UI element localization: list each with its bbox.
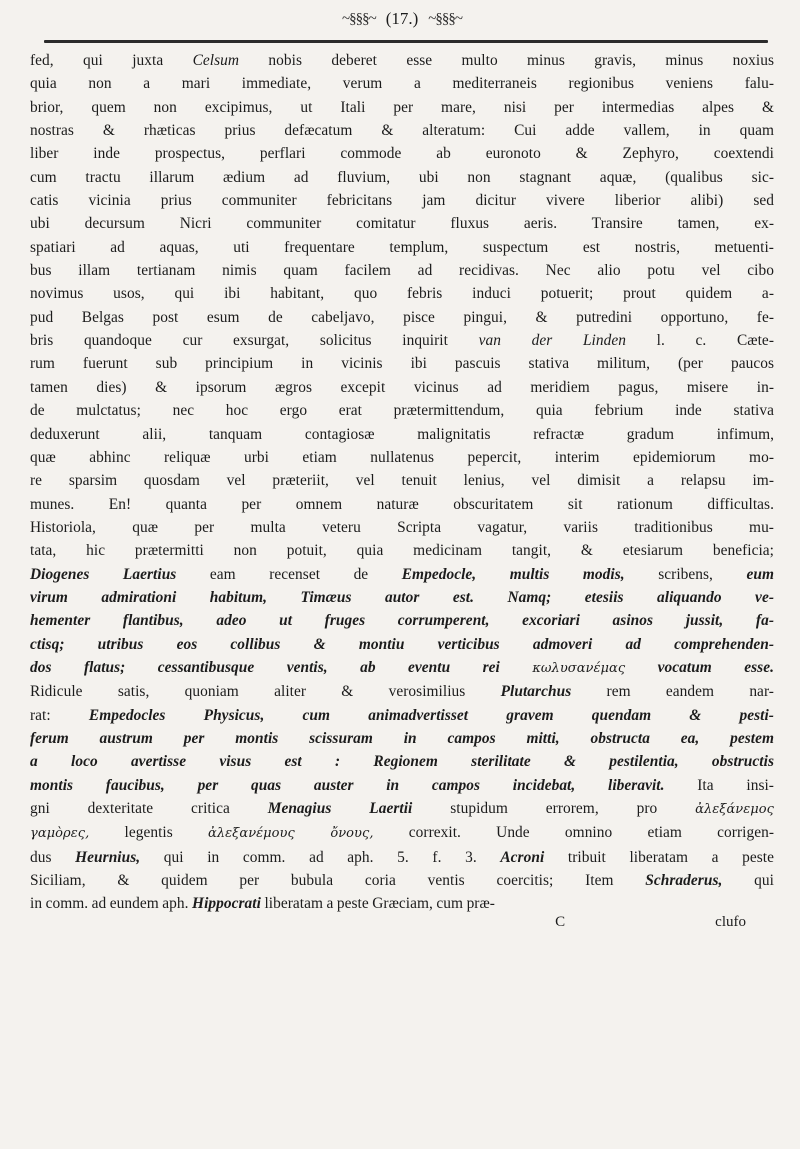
text-segment: gni dexteritate critica [30, 800, 268, 817]
text-line [30, 329, 774, 352]
bold-italic-segment: eum [746, 565, 775, 583]
text-segment: deduxerunt alii, tanquam contagiosæ malignitatis refractæ gradum infimum, [30, 425, 774, 443]
text-segment: cum tractu illarum ædium ad fluvium, ubi non stagnant aquæ, (qualibus sic- [30, 168, 774, 186]
text-line [30, 586, 774, 609]
text-line [30, 493, 774, 516]
bold-italic-segment: a loco avertisse visus est : Regionem sterilitate & pestilentia, obstructis [30, 753, 774, 771]
bold-italic-segment: Heurnius, [75, 848, 141, 866]
text-segment: munes. En! quanta per omnem naturæ obscuritatem sit rationum difficultas. [30, 495, 774, 513]
text-segment: ubi decursum Nicri communiter comitatur fluxus aeris. Transire tamen, ex- [30, 215, 774, 233]
text-line [30, 750, 774, 773]
text-line [30, 72, 774, 95]
text-segment: nobis deberet esse multo minus gravis, minus noxius [239, 52, 774, 69]
bold-italic-segment: montis faucibus, per quas auster in campos incidebat, liberavit. [30, 776, 665, 794]
ornament-left: ~§§§~ [341, 10, 376, 27]
text-segment: liber inde prospectus, perflari commode ab euronoto & Zephyro, coextendi [30, 145, 774, 163]
text-segment: tribuit liberatam a peste [544, 848, 774, 866]
text-line [30, 892, 774, 915]
text-segment: eam recenset de [176, 565, 402, 583]
text-line [30, 656, 774, 680]
text-segment: tata, hic prætermitti non potuit, quia medicinam tangit, & etesiarum beneficia; [30, 542, 774, 560]
text-segment: liberatam a peste Græciam, cum præ- [260, 895, 495, 913]
text-line [30, 821, 774, 845]
text-segment: bris quandoque cur exsurgat, solicitus inquirit [30, 332, 479, 350]
text-line [30, 423, 774, 446]
text-line [30, 259, 774, 282]
text-line [30, 516, 774, 539]
text-line [30, 189, 774, 212]
text-line [30, 797, 774, 821]
text-segment: spatiari ad aquas, uti frequentare templum, suspectum est nostris, metuenti- [30, 238, 774, 256]
text-line [30, 399, 774, 422]
bold-italic-segment: Plutarchus [500, 683, 572, 701]
text-line [30, 446, 774, 469]
bold-italic-segment: hementer flantibus, adeo ut fruges corrumperent, excoriari asinos jussit, fa- [30, 612, 774, 630]
italic-segment: van der Linden [478, 332, 627, 350]
text-line [30, 376, 774, 399]
text-line [30, 539, 774, 562]
text-line [30, 469, 774, 492]
text-segment: quia non a mari immediate, verum a mediterraneis regionibus veniens falu- [30, 75, 774, 93]
text-segment: correxit. Unde omnino etiam corrigen- [373, 824, 775, 842]
bold-italic-segment: ferum austrum per montis scissuram in campos mitti, obstructa ea, pestem [30, 729, 774, 747]
text-line [30, 142, 774, 165]
text-line [30, 352, 774, 375]
greek-segment: ἀλεξανέμους ὄνους, [208, 826, 374, 842]
text-line [30, 609, 774, 632]
text-segment: de mulctatus; nec hoc ergo erat prætermittendum, quia febrium inde stativa [30, 402, 774, 420]
text-segment: fed, qui juxta [30, 52, 193, 69]
bold-italic-segment: vocatum esse. [625, 658, 774, 676]
text-line [30, 96, 774, 119]
text-line [30, 727, 774, 750]
text-segment: quæ abhinc reliquæ urbi etiam nullatenus pepercit, interim epidemiorum mo- [30, 448, 774, 466]
body-text [30, 49, 774, 916]
text-segment: catis vicinia prius communiter febricitans jam dicitur vivere liberior alibi) sed [30, 192, 774, 210]
text-line [30, 869, 774, 892]
text-line [30, 282, 774, 305]
text-segment: rat: [30, 706, 89, 724]
text-line [30, 212, 774, 235]
signature-mark: C [555, 913, 566, 930]
bold-italic-segment: ctisq; utribus eos collibus & montiu verticibus admoveri ad comprehenden- [30, 635, 774, 653]
bold-italic-segment: Diogenes Laertius [30, 565, 177, 583]
text-line [30, 680, 774, 703]
bold-italic-segment: Schraderus, [645, 872, 723, 890]
greek-segment: κωλυσανέμας [532, 660, 626, 676]
text-segment: qui in comm. ad aph. 5. f. 3. [140, 848, 501, 866]
text-line [30, 846, 774, 869]
text-line [30, 49, 774, 72]
bold-italic-segment: virum admirationi habitum, Timæus autor est. Namq; etesiis aliquando ve- [30, 588, 774, 606]
text-segment: rem eandem nar- [571, 683, 774, 701]
text-segment: legentis [89, 824, 209, 842]
text-segment: stupidum errorem, pro [412, 800, 696, 817]
text-segment: rum fuerunt sub principium in vicinis ibi pascuis stativa militum, (per paucos [30, 355, 774, 373]
text-segment: l. c. Cæte- [626, 332, 774, 350]
italic-segment: Celsum [192, 52, 240, 69]
greek-segment: ἀλεξάνεμος [695, 802, 774, 817]
bold-italic-segment: Empedocle, multis modis, [401, 565, 625, 583]
bold-italic-segment: Empedocles Physicus, cum animadvertisset gravem quendam & pesti- [88, 706, 774, 724]
page-footer [30, 914, 774, 930]
page-header [30, 0, 774, 38]
bold-italic-segment: Hippocrati [192, 895, 261, 913]
text-segment: in comm. ad eundem aph. [30, 895, 193, 913]
text-segment: bus illam tertianam nimis quam facilem ad recidivas. Nec alio potu vel cibo [30, 262, 774, 280]
text-segment: Ridicule satis, quoniam aliter & verosimilius [30, 683, 501, 701]
catchword: clufo [715, 913, 746, 930]
text-segment: re sparsim quosdam vel præteriit, vel tenuit lenius, vel dimisit a relapsu im- [30, 472, 774, 490]
text-segment: nostras & rhæticas prius defæcatum & alteratum: Cui adde vallem, in quam [30, 122, 774, 140]
text-line [30, 166, 774, 189]
text-segment: Ita insi- [664, 776, 774, 794]
text-segment: Historiola, quæ per multa veteru Scripta vagatur, variis traditionibus mu- [30, 518, 774, 536]
text-segment: qui [722, 872, 774, 890]
ornament-right: ~§§§~ [428, 10, 463, 27]
bold-italic-segment: Menagius Laertii [267, 800, 413, 817]
text-segment: pud Belgas post esum de cabeljavo, pisce pingui, & putredini opportuno, fe- [30, 308, 774, 326]
text-line [30, 633, 774, 656]
text-line [30, 563, 774, 586]
bold-italic-segment: Acroni [500, 848, 545, 866]
text-line [30, 119, 774, 142]
text-segment: tamen dies) & ipsorum ægros excepit vicinus ad meridiem pagus, misere in- [30, 378, 774, 396]
text-segment: dus [30, 848, 76, 866]
text-segment: scribens, [624, 565, 747, 583]
bold-italic-segment: dos flatus; cessantibusque ventis, ab eventu rei [30, 658, 533, 676]
text-segment: brior, quem non excipimus, ut Itali per mare, nisi per intermedias alpes & [30, 98, 774, 116]
text-segment: Siciliam, & quidem per bubula coria ventis coercitis; Item [30, 872, 646, 890]
header-rule [44, 40, 768, 43]
page-number: (17.) [385, 9, 419, 28]
text-line [30, 306, 774, 329]
text-segment: novimus usos, qui ibi habitant, quo febris induci potuerit; prout quidem a- [30, 285, 774, 303]
greek-segment: γαμὸρες, [30, 826, 90, 842]
text-line [30, 774, 774, 797]
text-line [30, 704, 774, 727]
text-line [30, 236, 774, 259]
